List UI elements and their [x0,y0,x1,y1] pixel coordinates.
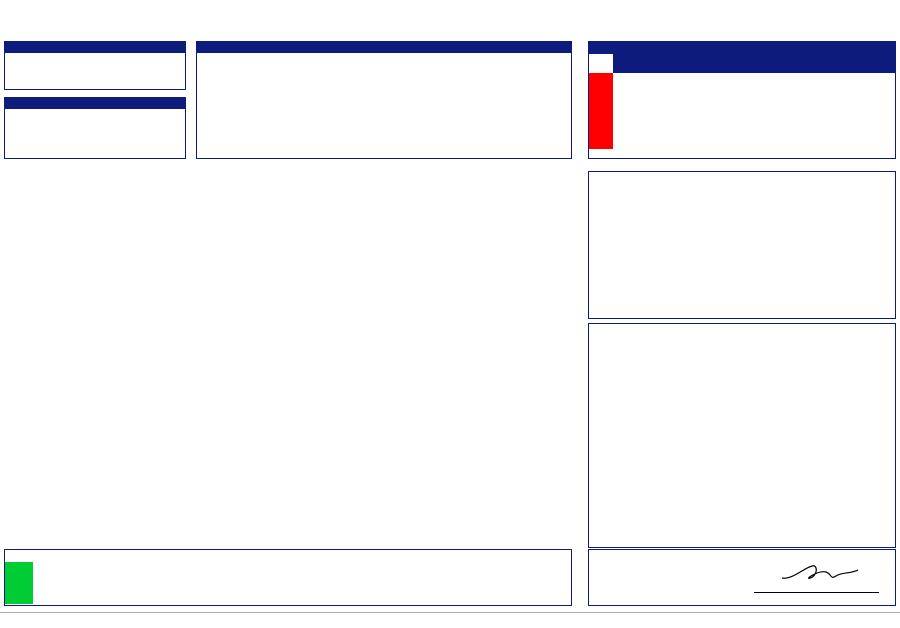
radar-chart [589,334,895,546]
fin-col-linie [715,54,751,73]
geschaeftsfuehrung-panel [4,41,186,90]
fin-rating [589,73,613,149]
zus-header [197,42,571,53]
gf-line [8,55,182,64]
bewertung-panel [588,323,896,548]
zusammenfassung-panel [196,41,572,159]
perf-title [589,172,895,177]
empfehlung-panel [4,549,572,606]
eigentuemer-panel [4,97,186,159]
emp-rating [5,562,33,604]
signature-icon [774,558,864,588]
fin-header [589,42,895,54]
radar-title [589,324,895,328]
fin-col-laufzeit [835,54,895,73]
performance-panel [588,171,896,319]
finanzierung-panel [588,41,896,159]
performance-chart [589,186,895,311]
fin-col-ausschoepfung [751,54,835,73]
eig-header [5,98,185,109]
fin-col-institution [613,54,715,73]
gf-header [5,42,185,53]
signature-panel [588,549,896,606]
fin-table [613,73,895,149]
gf-line [8,64,182,73]
